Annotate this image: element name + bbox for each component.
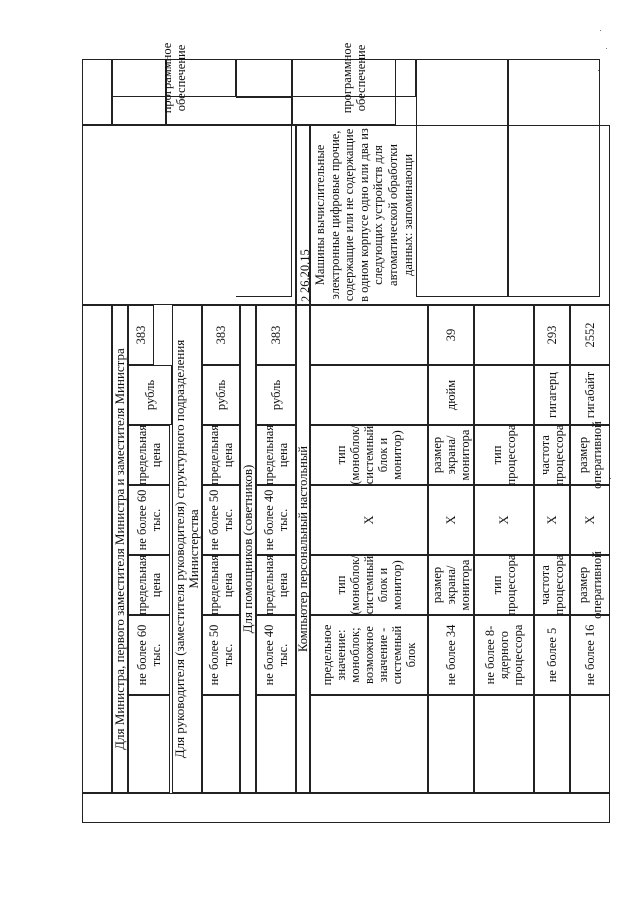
pc5-val-b: не более 16 (570, 615, 610, 695)
pc1-code (310, 305, 428, 365)
pc1-val-a: X (310, 485, 428, 555)
pc4-unit: гигагерц (534, 365, 570, 425)
pc3-char-b: тип процессора (474, 555, 534, 615)
assistants-val-a: не более 40 тыс. (256, 485, 296, 555)
pc5-char-a: размер оперативной (570, 425, 610, 485)
pc3-val-a: X (474, 485, 534, 555)
head-val-b: не более 50 тыс. (202, 615, 240, 695)
minister-code: 383 (128, 305, 154, 365)
header-empty-num (82, 59, 112, 125)
assistants-char-b: предельная цена (256, 555, 296, 615)
pc4-char-b: частота процессора (534, 555, 570, 615)
head-val-a: не более 50 тыс. (202, 485, 240, 555)
pc3-char-a: тип процессора (474, 425, 534, 485)
pc2-code: 39 (428, 305, 474, 365)
pc4-char-a: частота процессора (534, 425, 570, 485)
pc4-val-a: X (534, 485, 570, 555)
pc5-char-b: размер оперативной (570, 555, 610, 615)
scan-mark (606, 48, 607, 49)
pc2-val-b: не более 34 (428, 615, 474, 695)
minister-val-a: не более 60 тыс. (128, 485, 170, 555)
header-program-left: программное обеспечение (112, 59, 236, 97)
pc1-char-b: тип (моноблок/системный блок и монитор) (310, 555, 428, 615)
pc3-unit (474, 365, 534, 425)
assistants-empty (256, 695, 296, 793)
head-code: 383 (202, 305, 240, 365)
pc1-char-a: тип (моноблок/системный блок и монитор) (310, 425, 428, 485)
assistants-char-a: предельная цена (256, 425, 296, 485)
header-name-block (82, 125, 296, 305)
head-empty (202, 695, 240, 793)
header-program-right: программное обеспечение (292, 59, 416, 97)
item-number: 2 (296, 125, 310, 305)
pc5-val-a: X (570, 485, 610, 555)
pc5-unit: гигабайт (570, 365, 610, 425)
header-top-strip (82, 305, 112, 793)
section-head: Для руководителя (заместителя руководителя) структурного подразделения Министерства (172, 305, 202, 793)
head-unit: рубль (202, 365, 240, 425)
item-name: Машины вычислительные электронные цифровые прочие, содержащие или не содержащие в одном корпусе одно или два из следующих устройств для автоматической обработки данных: запоминающи (310, 125, 610, 305)
scan-mark (600, 30, 601, 31)
minister-char-a: предельная цена (128, 425, 170, 485)
section-minister: Для Министра, первого заместителя Министра и заместителя Министра (112, 305, 128, 793)
scan-mark (598, 70, 599, 71)
outer-left-strip (82, 793, 610, 823)
pc1-val-b: предельное значение: моноблок; возможное значение - системный блок (310, 615, 428, 695)
pc5-empty (570, 695, 610, 793)
pc4-empty (534, 695, 570, 793)
minister-char-b: предельная цена (128, 555, 170, 615)
item-okpd: 26.20.15 (298, 249, 312, 293)
pc2-empty (428, 695, 474, 793)
section-assistants: Для помощников (советников) (240, 305, 256, 793)
pc2-val-a: X (428, 485, 474, 555)
pc2-char-a: размер экрана/монитора (428, 425, 474, 485)
header-empty-left-val (236, 59, 292, 97)
head-char-a: предельная цена (202, 425, 240, 485)
pc4-val-b: не более 5 (534, 615, 570, 695)
section-pc: Компьютер персональный настольный (296, 305, 310, 793)
pc2-unit: дюйм (428, 365, 474, 425)
head-char-b: предельная цена (202, 555, 240, 615)
pc1-empty (310, 695, 428, 793)
assistants-unit: рубль (256, 365, 296, 425)
pc5-code: 2552 (570, 305, 610, 365)
minister-unit: рубль (128, 365, 172, 425)
pc2-char-b: размер экрана/монитора (428, 555, 474, 615)
assistants-val-b: не более 40 тыс. (256, 615, 296, 695)
minister-empty (128, 695, 170, 793)
minister-val-b: не более 60 тыс. (128, 615, 170, 695)
assistants-code: 383 (256, 305, 296, 365)
scan-mark (610, 478, 611, 479)
pc4-code: 293 (534, 305, 570, 365)
pc3-val-b: не более 8-ядерного процессора (474, 615, 534, 695)
pc3-code (474, 305, 534, 365)
pc1-unit (310, 365, 428, 425)
pc3-empty (474, 695, 534, 793)
